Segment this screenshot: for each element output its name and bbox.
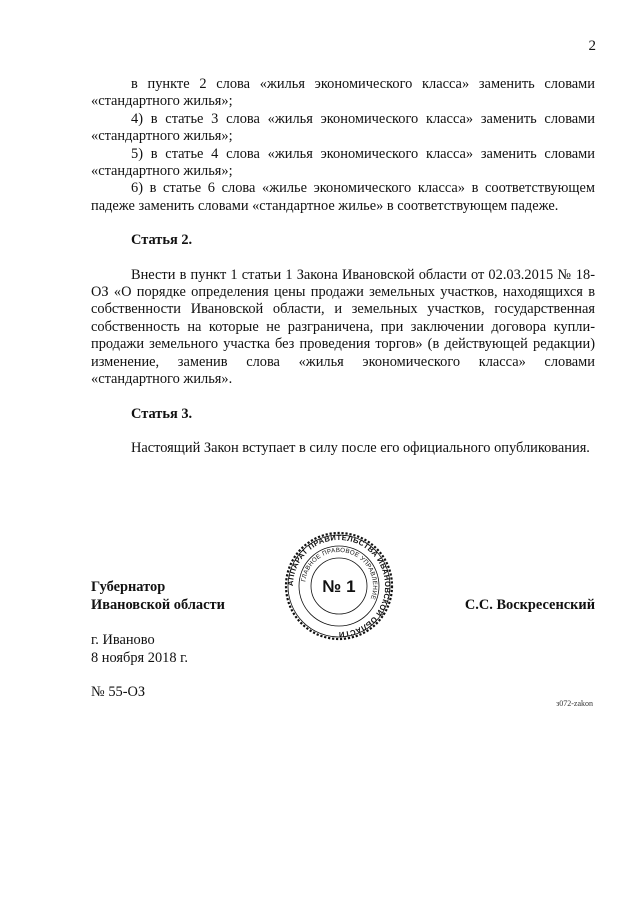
signatory-position <box>91 578 225 614</box>
article-3-text: Настоящий Закон вступает в силу после его официального опубликования. <box>131 439 590 456</box>
signing-place: г. Иваново <box>91 632 155 648</box>
amendment-item-4: 6) в статье 6 слова «жилье экономического класса» в соответствующем падеже заменить словами «стандартное жилье» в соответствующем падеже. <box>91 180 595 214</box>
official-seal <box>284 531 394 641</box>
article-2-title: Статья 2. <box>131 232 193 249</box>
amendment-item-2: 4) в статье 3 слова «жилья экономического класса» заменить словами «стандартного жилья»; <box>91 110 595 145</box>
amendment-item-3: 5) в статье 4 слова «жилья экономического класса» заменить словами «стандартного жилья»; <box>91 145 595 180</box>
seal-inner-text: ГЛАВНОЕ ПРАВОВОЕ УПРАВЛЕНИЕ <box>300 546 379 601</box>
place-date-block <box>91 631 188 667</box>
page-number: 2 <box>588 38 596 54</box>
article-2-text: Внести в пункт 1 статьи 1 Закона Ивановской области от 02.03.2015 № 18-ОЗ «О порядке определения цены продажи земельных участков, находящихся в собственности Ивановской области, и земельных участков, государственная собственность на которые не разграничена, при заключении договора купли-продажи земельного участка без проведения торгов» (в действующей редакции) изменение, заменив слова «жилья экономического класса» словами «стандартного жилья». <box>91 266 595 388</box>
amendment-item-1: в пункте 2 слова «жилья экономического класса» заменить словами «стандартного жилья»; <box>91 76 595 110</box>
document-code: з072-zakon <box>556 699 593 708</box>
law-number: № 55-ОЗ <box>91 684 146 700</box>
signing-date: 8 ноября 2018 г. <box>91 650 189 666</box>
seal-ring-text: АППАРАТ ПРАВИТЕЛЬСТВА ИВАНОВСКОЙ ОБЛАСТИ <box>285 532 393 640</box>
seal-number: № 1 <box>322 577 356 596</box>
document-body <box>91 76 595 457</box>
signatory-position-line2: Ивановской области <box>91 597 225 613</box>
signatory-position-line1: Губернатор <box>91 579 166 595</box>
signatory-name: С.С. Воскресенский <box>464 597 595 613</box>
article-3-title: Статья 3. <box>131 405 193 422</box>
